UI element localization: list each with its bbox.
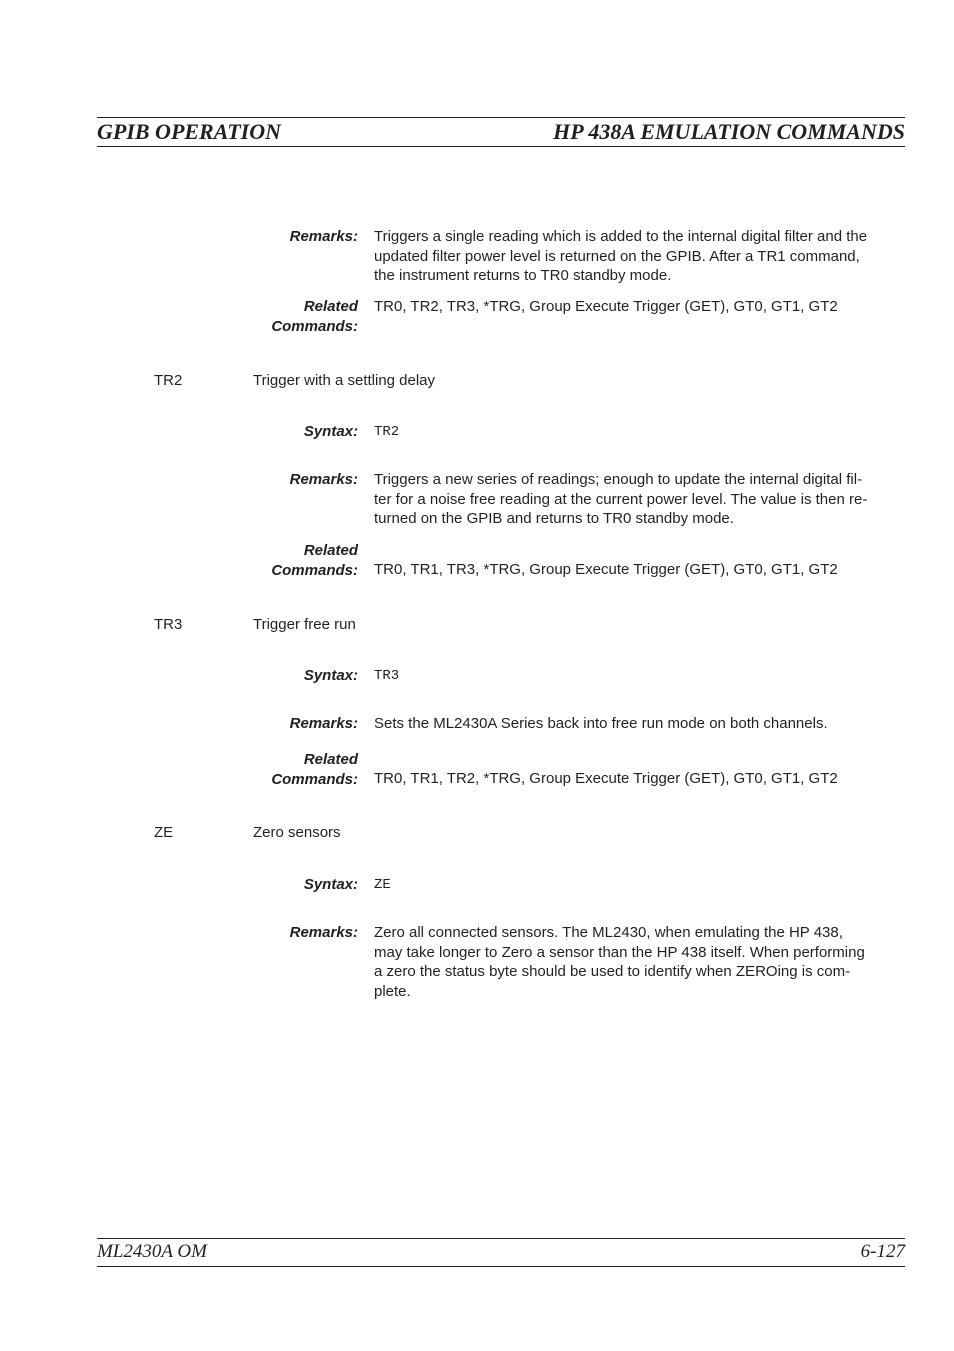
tr2-description: Trigger with a settling delay: [253, 372, 436, 389]
tr2-related-text: TR0, TR1, TR3, *TRG, Group Execute Trigger (GET), GT0, GT1, GT2: [374, 561, 838, 578]
tr1-related-text: TR0, TR2, TR3, *TRG, Group Execute Trigger (GET), GT0, GT1, GT2: [374, 298, 838, 315]
tr3-syntax-code: TR3: [374, 668, 400, 684]
ze-remarks-text: Zero all connected sensors. The ML2430, when emulating the HP 438, may take longer to Zero a sensor than the HP 438 itself. When performing a zero the status byte should be used to identify when ZEROing is com- plete.: [374, 924, 865, 1000]
tr3-command: TR3: [154, 616, 183, 633]
tr2-command: TR2: [154, 372, 183, 389]
tr2-syntax-code: TR2: [374, 424, 400, 440]
footer-page-number: 6-127: [860, 1241, 905, 1262]
ze-remarks-label: Remarks:: [289, 924, 358, 941]
tr2-remarks-label: Remarks:: [289, 471, 358, 488]
tr3-related-label: Related Commands:: [271, 751, 358, 788]
header-section-title: GPIB OPERATION: [97, 119, 281, 144]
tr1-remarks-text: Triggers a single reading which is added to the internal digital filter and the updated filter power level is returned on the GPIB. After a TR1 command, the instrument returns to TR0 standby mode.: [374, 228, 868, 284]
header-chapter-title: HP 438A EMULATION COMMANDS: [553, 119, 905, 144]
footer-bottom-rule: [97, 1266, 905, 1267]
tr2-syntax-label: Syntax:: [303, 423, 358, 440]
ze-syntax-code: ZE: [374, 877, 391, 893]
tr3-description: Trigger free run: [253, 616, 356, 633]
tr1-remarks-label: Remarks:: [289, 228, 358, 245]
tr3-remarks-label: Remarks:: [289, 715, 358, 732]
tr3-remarks-text: Sets the ML2430A Series back into free run mode on both channels.: [374, 715, 828, 732]
tr3-syntax-label: Syntax:: [303, 667, 358, 684]
ze-command: ZE: [154, 824, 174, 841]
ze-description: Zero sensors: [253, 824, 341, 841]
header-top-rule: [97, 117, 905, 118]
tr2-remarks-text: Triggers a new series of readings; enough to update the internal digital fil- ter for a noise free reading at the current power level. The value is then re- turned on the GPIB and returns to TR0 standby mode.: [374, 471, 868, 527]
tr2-related-label: Related Commands:: [271, 542, 358, 579]
footer-manual-name: ML2430A OM: [97, 1241, 207, 1262]
footer-top-rule: [97, 1238, 905, 1239]
ze-syntax-label: Syntax:: [303, 876, 358, 893]
tr1-related-label: Related Commands:: [271, 298, 358, 335]
tr3-related-text: TR0, TR1, TR2, *TRG, Group Execute Trigger (GET), GT0, GT1, GT2: [374, 770, 838, 787]
header-bottom-rule: [97, 146, 905, 147]
